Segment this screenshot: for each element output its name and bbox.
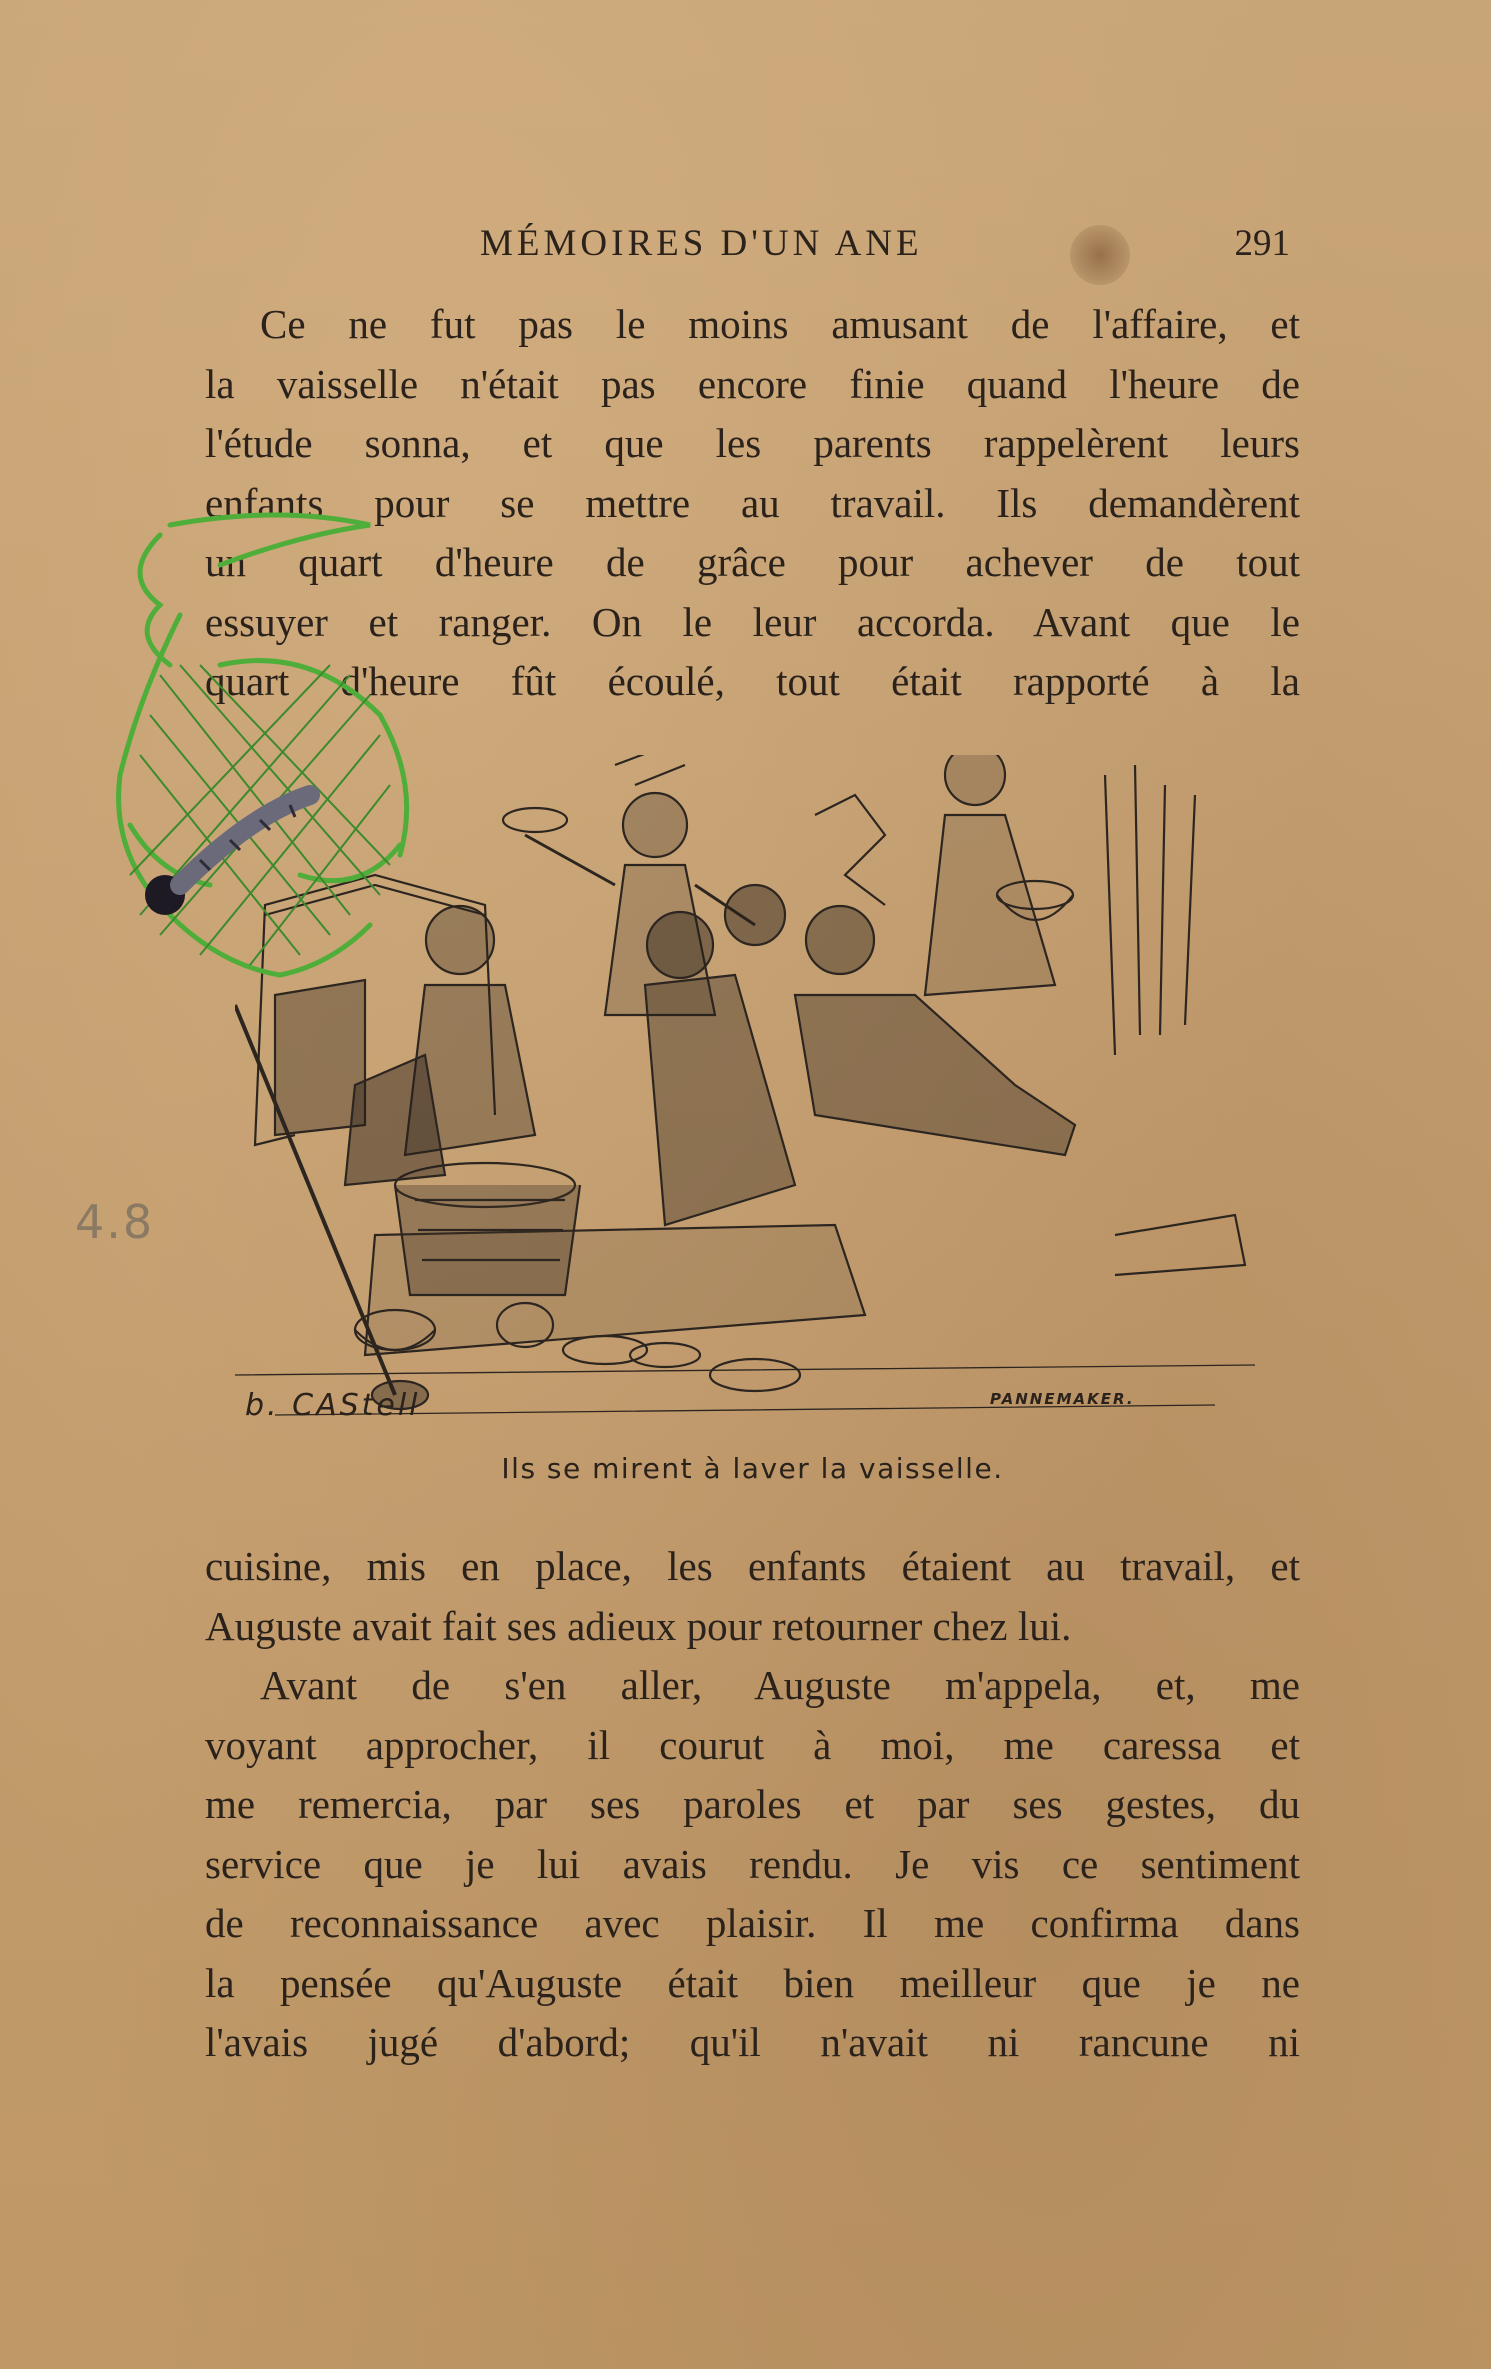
text-line: service que je lui avais rendu. Je vis ce sentiment bbox=[205, 1840, 1300, 1887]
text-line: Auguste avait fait ses adieux pour retourner chez lui. bbox=[205, 1602, 1072, 1649]
running-title: MÉMOIRES D'UN ANE bbox=[480, 223, 923, 264]
text-line: un quart d'heure de grâce pour achever de tout bbox=[205, 539, 1300, 585]
paragraph bbox=[205, 1537, 1300, 1656]
text-line: essuyer et ranger. On le leur accorda. Avant que le bbox=[205, 598, 1300, 645]
text-line: la pensée qu'Auguste était bien meilleur que je ne bbox=[205, 1959, 1300, 2006]
paragraph bbox=[205, 1656, 1300, 2073]
artist-signature: b. CAStell bbox=[245, 1388, 421, 1423]
text-line: Ce ne fut pas le moins amusant de l'affaire, et bbox=[260, 301, 1300, 347]
text-block-bottom bbox=[205, 1537, 1300, 2073]
text-line: l'étude sonna, et que les parents rappelèrent leurs bbox=[205, 420, 1300, 466]
figure-caption: Ils se mirent à laver la vaisselle. bbox=[501, 1452, 1004, 1485]
text-line: l'avais jugé d'abord; qu'il n'avait ni rancune ni bbox=[205, 2019, 1300, 2065]
text-line: enfants pour se mettre au travail. Ils demandèrent bbox=[205, 479, 1300, 526]
text-line: Avant de s'en aller, Auguste m'appela, et, me bbox=[260, 1662, 1300, 1708]
text-line: me remercia, par ses paroles et par ses gestes, du bbox=[205, 1781, 1300, 1827]
text-line: cuisine, mis en place, les enfants étaient au travail, et bbox=[205, 1543, 1300, 1589]
text-line: la vaisselle n'était pas encore finie quand l'heure de bbox=[205, 360, 1300, 407]
margin-note: 4.8 bbox=[75, 1195, 155, 1249]
page-header bbox=[205, 222, 1290, 272]
text-line: quart d'heure fût écoulé, tout était rapporté à la bbox=[205, 658, 1300, 704]
text-line: de reconnaissance avec plaisir. Il me confirma dans bbox=[205, 1900, 1300, 1946]
crayon-drawing bbox=[100, 495, 540, 1025]
page-number: 291 bbox=[1234, 223, 1290, 264]
engraver-signature: PANNEMAKER. bbox=[990, 1390, 1135, 1408]
text-line: voyant approcher, il courut à moi, me caressa et bbox=[205, 1721, 1300, 1768]
